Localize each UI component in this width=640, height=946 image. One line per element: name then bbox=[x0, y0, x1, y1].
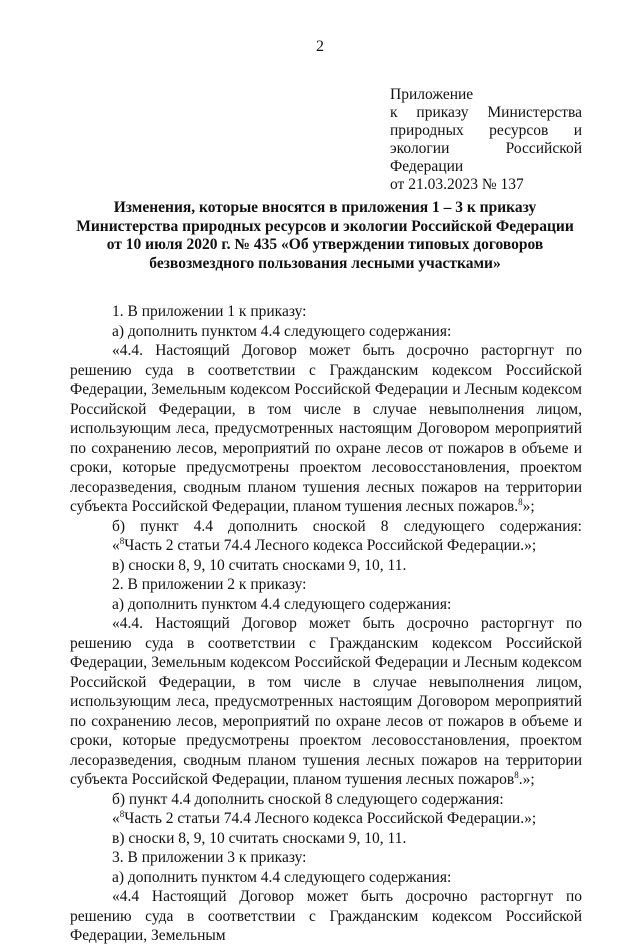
document-body bbox=[70, 302, 582, 946]
footnote-content: Часть 2 статьи 74.4 Лесного кодекса Российской Федерации.»; bbox=[124, 537, 537, 554]
word: пункт bbox=[140, 517, 179, 535]
appendix-word: Министерства bbox=[487, 104, 582, 121]
appendix-line bbox=[390, 104, 582, 122]
list-item: а) дополнить пунктом 4.4 следующего содержания: bbox=[112, 868, 452, 886]
word: следующего bbox=[403, 517, 485, 535]
footnote-ref: 8 bbox=[119, 535, 125, 546]
section-heading: 1. В приложении 1 к приказу: bbox=[112, 303, 307, 320]
quoted-clause-text: «4.4. Настоящий Договор может быть досрочно расторгнут по решению суда в соответствии с Гражданским кодексом Российской Федерации, Земельным кодексом Российской Федерации и Лесным кодексом Российской Федерации, в том числе в случае невыполнения лицом, использующим леса, предусмотренных настоящим Договором мероприятий по сохранению лесов, мероприятий по охране лесов от пожаров в объеме и сроки, которые предусмотрены проектом лесовосстановления, проектом лесоразведения, сводным планом тушения лесных пожаров на территории субъекта Российской Федерации, планом тушения лесных пожаров. bbox=[70, 342, 582, 515]
footnote-ref: 8 bbox=[119, 808, 125, 819]
list-item: а) дополнить пунктом 4.4 следующего содержания: bbox=[112, 595, 452, 613]
word: б) bbox=[112, 517, 126, 535]
appendix-word: экологии bbox=[390, 140, 450, 157]
word: сноской bbox=[312, 517, 366, 535]
word: содержания: bbox=[499, 517, 582, 535]
appendix-word: Российской bbox=[505, 140, 582, 157]
appendix-word: приказу bbox=[416, 104, 469, 121]
list-item: а) дополнить пунктом 4.4 следующего содержания: bbox=[112, 322, 452, 340]
footnote-ref: 8 bbox=[518, 496, 523, 507]
appendix-date-number: от 21.03.2023 № 137 bbox=[390, 176, 524, 193]
list-item: в) сноски 8, 9, 10 считать сносками 9, 10, 11. bbox=[112, 556, 407, 574]
section-heading: 3. В приложении 3 к приказу: bbox=[112, 849, 307, 866]
list-item: в) сноски 8, 9, 10 считать сносками 9, 10, 11. bbox=[112, 829, 407, 847]
quoted-clause-text: «4.4. Настоящий Договор может быть досрочно расторгнут по решению суда в соответствии с Гражданским кодексом Российской Федерации, Земельным кодексом Российской Федерации и Лесным кодексом Российской Федерации, в том числе в случае невыполнения лицом, использующим леса, предусмотренных настоящим Договором мероприятий по сохранению лесов, мероприятий по охране лесов от пожаров в объеме и сроки, которые предусмотрены проектом лесовосстановления, проектом лесоразведения, сводным планом тушения лесных пожаров на территории субъекта Российской Федерации, планом тушения лесных пожаров bbox=[70, 615, 582, 788]
page-number: 2 bbox=[316, 38, 324, 55]
appendix-word: к bbox=[390, 104, 398, 121]
appendix-word: природных bbox=[390, 122, 464, 139]
section-heading: 2. В приложении 2 к приказу: bbox=[112, 576, 307, 593]
footnote-ref: 8 bbox=[514, 769, 519, 780]
appendix-line: Федерации bbox=[390, 158, 464, 175]
list-item: б) пункт 4.4 дополнить сноской 8 следующего содержания: bbox=[112, 790, 504, 808]
word: дополнить bbox=[228, 517, 298, 535]
appendix-header bbox=[390, 86, 582, 194]
appendix-word: и bbox=[573, 122, 582, 139]
quote-end: .»; bbox=[518, 771, 535, 788]
word: 4.4 bbox=[193, 517, 213, 535]
list-item bbox=[70, 517, 582, 537]
footnote-content: Часть 2 статьи 74.4 Лесного кодекса Российской Федерации.»; bbox=[124, 810, 537, 827]
appendix-word: ресурсов bbox=[489, 122, 549, 139]
appendix-line bbox=[390, 122, 582, 140]
quote-open: « bbox=[112, 810, 120, 827]
appendix-line bbox=[390, 140, 582, 158]
quoted-clause bbox=[70, 341, 582, 517]
document-title: Изменения, которые вносятся в приложения 1 – 3 к приказу Министерства природных ресурсов и экологии Российской Федерации от 10 июля 2020 г. № 435 «Об утверждении типовых договоров безвозмездного пользования лесными участками» bbox=[76, 199, 574, 272]
quoted-clause bbox=[70, 614, 582, 790]
appendix-line: Приложение bbox=[390, 86, 474, 103]
word: 8 bbox=[380, 517, 389, 535]
footnote-text bbox=[70, 809, 582, 829]
quote-open: « bbox=[112, 537, 120, 554]
quote-end: »; bbox=[522, 498, 535, 515]
footnote-text bbox=[70, 536, 582, 556]
quoted-clause: «4.4 Настоящий Договор может быть досрочно расторгнут по решению суда в соответствии с Гражданским кодексом Российской Федерации, Земельным bbox=[70, 888, 582, 944]
